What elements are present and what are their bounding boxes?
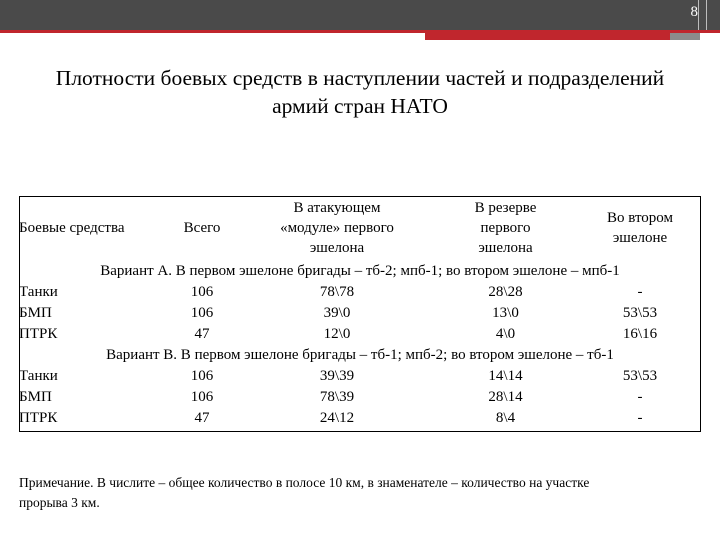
row-reserve: 28\28 (488, 283, 523, 300)
row-name: ПТРК (19, 325, 58, 342)
table-row (19, 323, 701, 344)
table-row (19, 407, 701, 428)
title-line-1: Плотности боевых средств в наступлении частей и подразделений (55, 66, 665, 90)
row-second: - (637, 388, 643, 405)
header-attack-line: В атакующем (293, 200, 381, 216)
slide-top-bar (0, 0, 720, 30)
table-row (19, 281, 701, 302)
variant-b-label: Вариант В. В первом эшелоне бригады – тб-1; мпб-2; во втором эшелоне – тб-1 (106, 346, 614, 363)
row-reserve: 4\0 (495, 325, 516, 342)
row-reserve: 14\14 (488, 367, 523, 384)
variant-a-row (19, 260, 701, 281)
table-header-row (19, 196, 701, 260)
row-attack: 39\39 (319, 367, 355, 384)
row-second: 16\16 (622, 325, 658, 342)
footnote-line-2: прорыва 3 км. (19, 495, 100, 510)
row-name: Танки (19, 367, 58, 384)
row-name: БМП (19, 388, 52, 405)
variant-b-row (19, 344, 701, 365)
row-reserve: 13\0 (492, 304, 519, 321)
header-second-line: Во втором (606, 210, 674, 226)
header-attack-module (242, 196, 432, 260)
row-second: 53\53 (622, 367, 658, 384)
accent-block (425, 33, 670, 40)
header-combat-means: Боевые средства (19, 220, 125, 236)
table-row (19, 302, 701, 323)
header-total: Всего (183, 220, 221, 236)
footnote-line-1: Примечание. В числите – общее количество в полосе 10 км, в знаменателе – количество на участке (19, 475, 590, 490)
row-name: Танки (19, 283, 58, 300)
gray-block (670, 33, 700, 40)
row-second: - (637, 409, 643, 426)
row-total: 47 (194, 325, 210, 342)
row-total: 106 (190, 367, 214, 384)
row-total: 47 (194, 409, 210, 426)
row-reserve: 8\4 (495, 409, 516, 426)
top-bar-divider (706, 0, 707, 30)
row-attack: 24\12 (319, 409, 355, 426)
row-attack: 39\0 (323, 304, 351, 321)
row-second: - (637, 283, 643, 300)
header-second-line: эшелоне (612, 230, 668, 246)
page-number: 8 (690, 4, 698, 20)
footnote (19, 473, 709, 513)
row-total: 106 (190, 283, 214, 300)
slide-title (0, 64, 720, 120)
row-total: 106 (190, 388, 214, 405)
table-row (19, 365, 701, 386)
row-total: 106 (190, 304, 214, 321)
density-table (19, 196, 701, 428)
row-second: 53\53 (622, 304, 658, 321)
header-reserve-line: В резерве (474, 200, 537, 216)
table-row (19, 386, 701, 407)
row-attack: 78\39 (319, 388, 355, 405)
row-name: БМП (19, 304, 52, 321)
header-attack-line: эшелона (309, 240, 365, 256)
header-reserve-line: первого (480, 220, 531, 236)
header-reserve-line: эшелона (478, 240, 533, 256)
header-reserve (432, 196, 579, 260)
row-name: ПТРК (19, 409, 58, 426)
header-second-echelon (579, 196, 701, 260)
top-bar-divider (698, 0, 699, 30)
title-line-2: армий стран НАТО (272, 94, 448, 118)
row-attack: 78\78 (319, 283, 355, 300)
variant-a-label: Вариант А. В первом эшелоне бригады – тб-2; мпб-1; во втором эшелоне – мпб-1 (100, 262, 620, 279)
header-attack-line: «модуле» первого (280, 220, 394, 236)
row-attack: 12\0 (323, 325, 351, 342)
row-reserve: 28\14 (488, 388, 523, 405)
